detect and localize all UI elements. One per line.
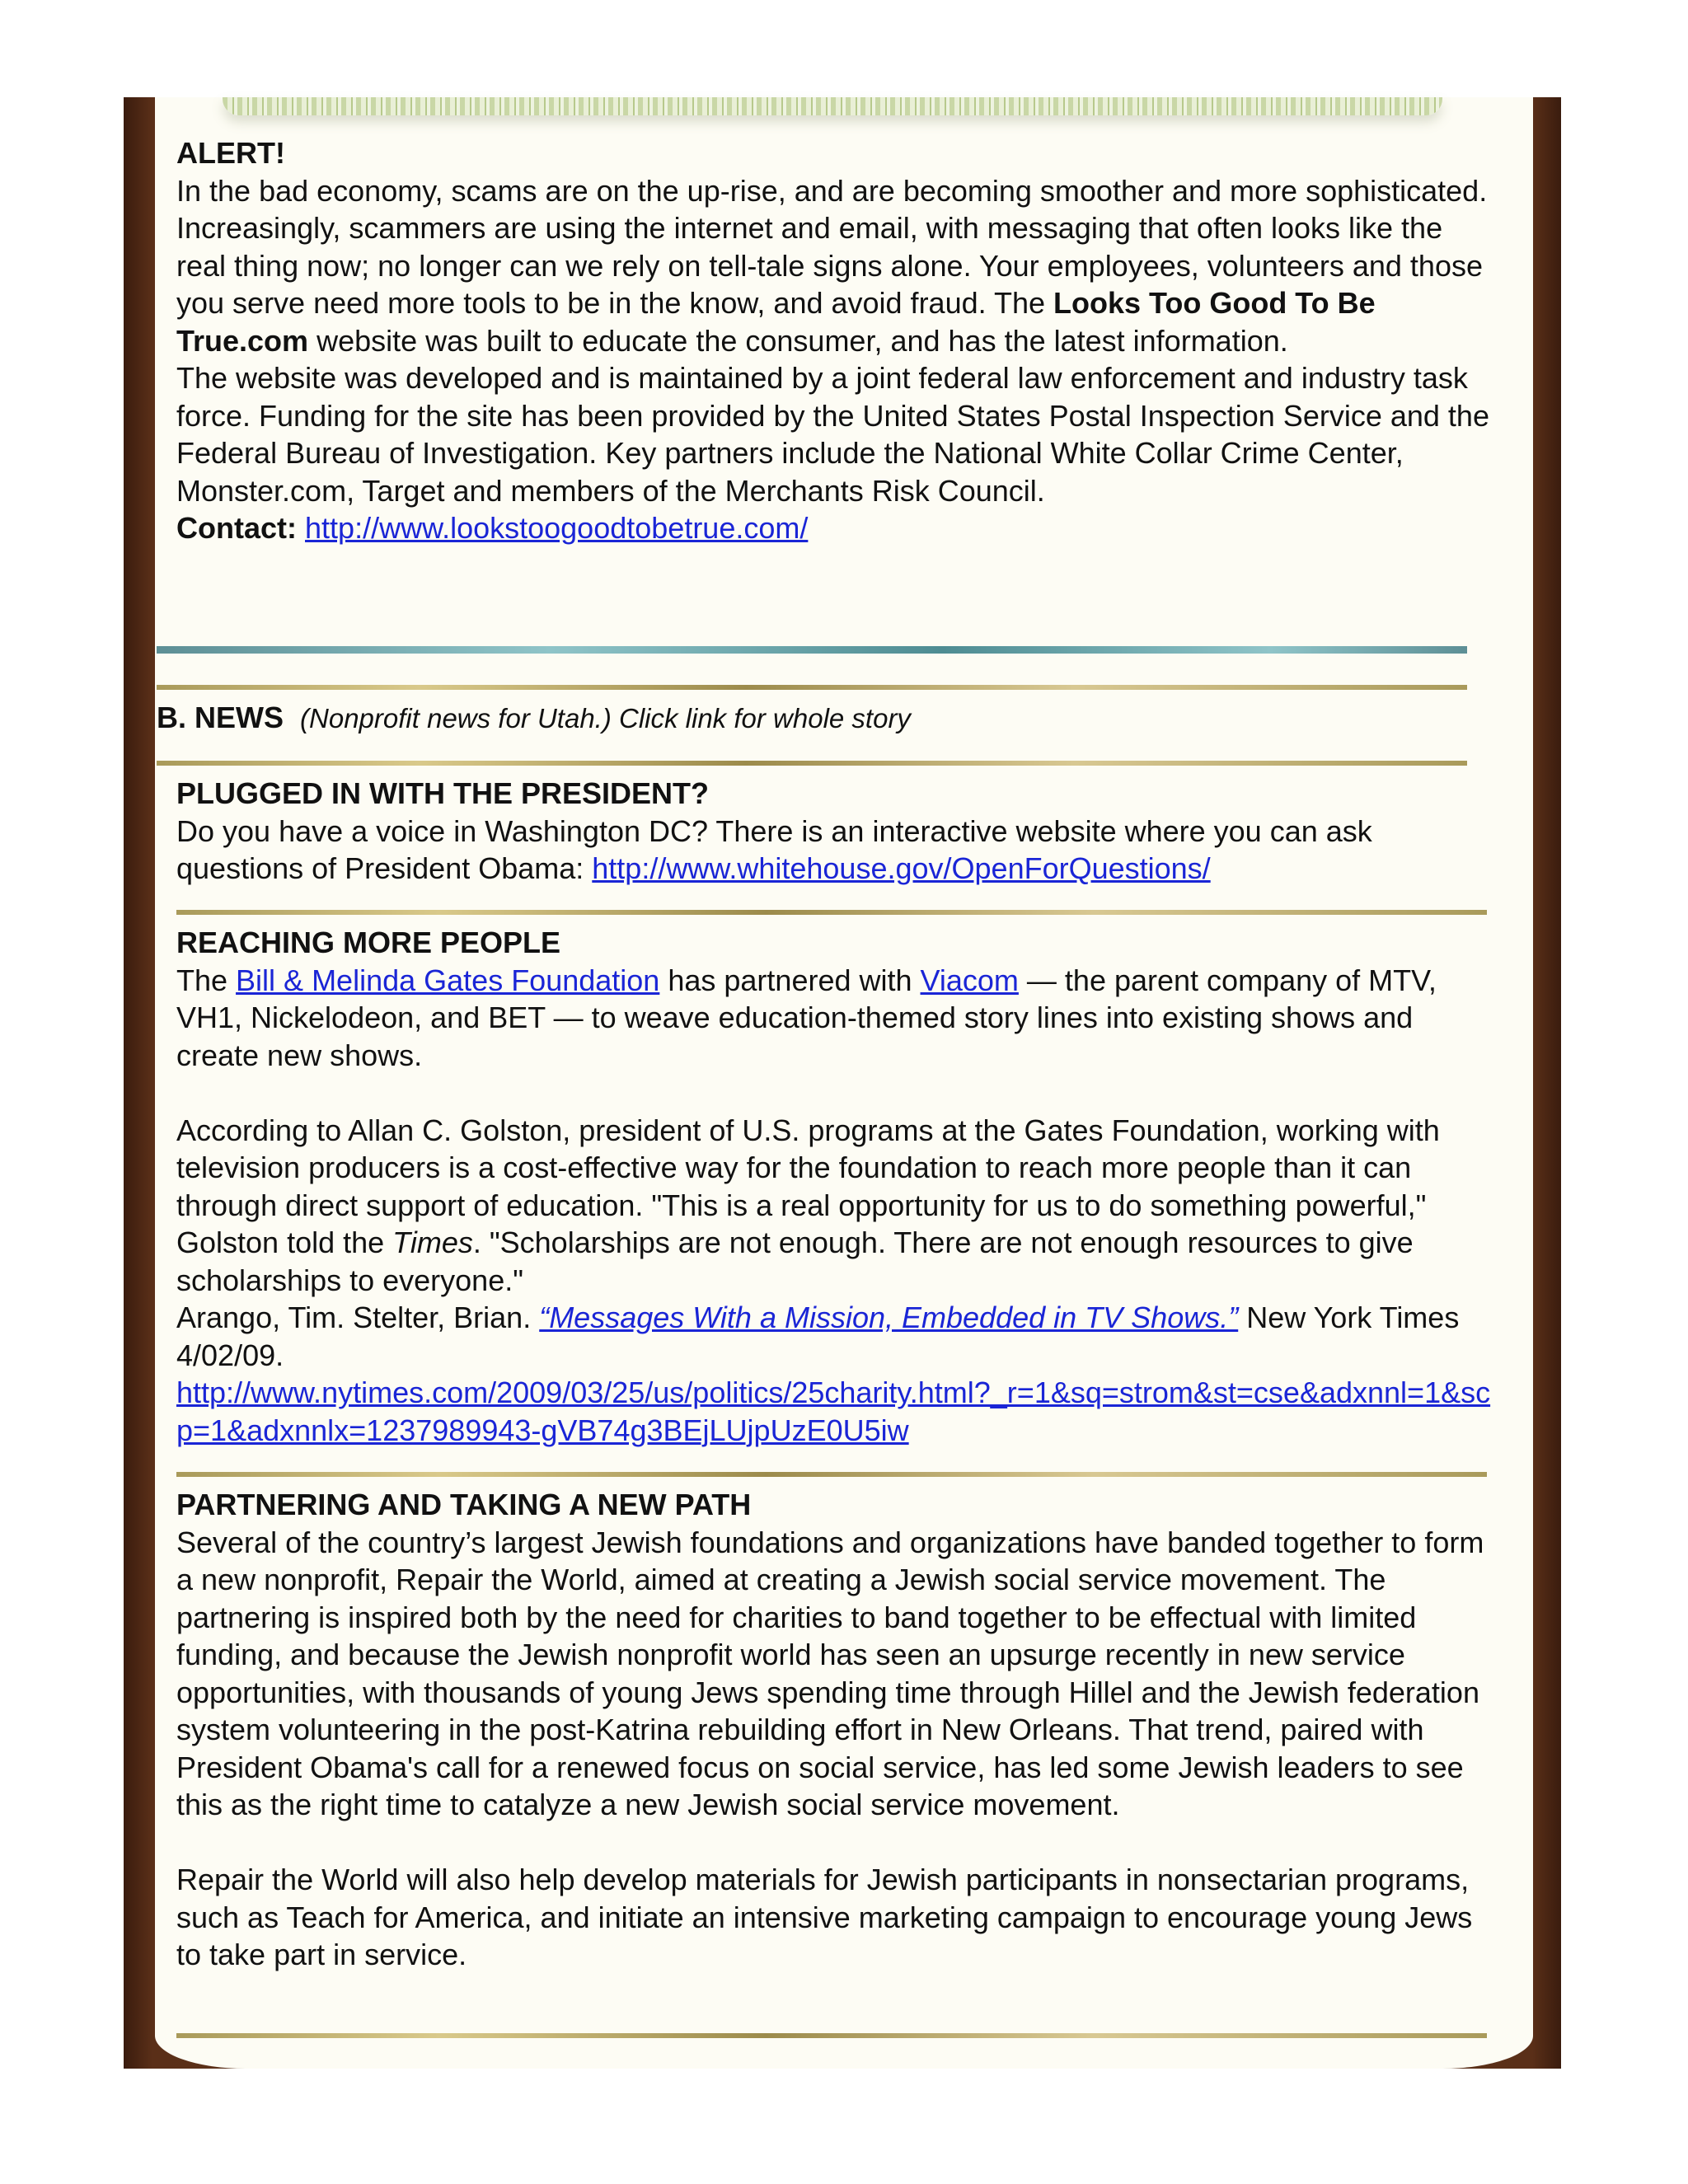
article-title-link[interactable]: “Messages With a Mission, Embedded in TV Shows.” [539, 1301, 1239, 1334]
plugged-text: Do you have a voice in Washington DC? There is an interactive website where you can ask questions of President Obama: http://www.whitehouse.gov/OpenForQuestions/ [176, 813, 1372, 885]
reaching-paragraph-1: The Bill & Melinda Gates Foundation has partnered with Viacom — the parent company of MTV, VH1, Nickelodeon, and BET — to weave education-themed story lines into existing shows and create new shows. [176, 963, 1437, 1072]
partnering-paragraph-1: Several of the country’s largest Jewish foundations and organizations have banded together to form a new nonprofit, Repair the World, aimed at creating a Jewish social service movement. The partnering is inspired both by the need for charities to band together to be effectual with limited funding, and because the Jewish nonprofit world has seen an upsurge recently in new service opportunities, with thousands of young Jews spending time through Hillel and the Jewish federation system volunteering in the post-Katrina rebuilding effort in New Orleans. That trend, paired with President Obama's call for a renewed focus on social service, has led some Jewish leaders to see this as the right time to catalyze a new Jewish social service movement. [176, 1525, 1484, 1821]
decorative-bead-strip [223, 97, 1442, 115]
whitehouse-link[interactable]: http://www.whitehouse.gov/OpenForQuestions/ [592, 851, 1211, 885]
nytimes-link[interactable]: http://www.nytimes.com/2009/03/25/us/politics/25charity.html?_r=1&sq=strom&st=cse&adxnnl=1&scp=1&adxnnlx=1237989943-gVB74g3BEjLUjpUzE0U5iw [176, 1376, 1491, 1447]
alert-contact: Contact: http://www.lookstoogoodtobetrue.com/ [176, 511, 809, 545]
alert-heading: ALERT! [176, 136, 285, 170]
gold-divider [176, 910, 1487, 915]
reaching-heading: REACHING MORE PEOPLE [176, 926, 561, 959]
teal-divider [157, 646, 1467, 654]
partnering-paragraph-2: Repair the World will also help develop materials for Jewish participants in nonsectarian programs, such as Teach for America, and initiate an intensive marketing campaign to encourage young Jews to take part in service. [176, 1863, 1473, 1971]
news-heading: B. NEWS [157, 701, 284, 734]
gates-foundation-link[interactable]: Bill & Melinda Gates Foundation [236, 963, 660, 997]
partnering-section [176, 1486, 1495, 1974]
partnering-heading: PARTNERING AND TAKING A NEW PATH [176, 1488, 752, 1521]
reaching-paragraph-2: According to Allan C. Golston, president of U.S. programs at the Gates Foundation, working with television producers is a cost-effective way for the foundation to reach more people than it can through direct support of education. "This is a real opportunity for us to do something powerful," Golston told the Times. "Scholarships are not enough. There are not enough resources to give scholarships to everyone." [176, 1113, 1440, 1297]
gold-divider [176, 1472, 1487, 1477]
news-section-header [157, 699, 1475, 738]
alert-paragraph-2: The website was developed and is maintained by a joint federal law enforcement and industry task force. Funding for the site has been provided by the United States Postal Inspection Service and the Federal Bureau of Investigation. Key partners include the National White Collar Crime Center, Monster.com, Target and members of the Merchants Risk Council. [176, 361, 1489, 508]
alert-section [176, 134, 1495, 547]
plugged-section [176, 775, 1495, 888]
gold-divider [157, 761, 1467, 766]
reaching-section [176, 924, 1495, 1449]
gold-divider [176, 2033, 1487, 2038]
site-name: Looks Too Good To Be True.com [176, 286, 1376, 358]
viacom-link[interactable]: Viacom [920, 963, 1019, 997]
plugged-heading: PLUGGED IN WITH THE PRESIDENT? [176, 776, 710, 810]
contact-link[interactable]: http://www.lookstoogoodtobetrue.com/ [305, 511, 809, 545]
news-subtitle: (Nonprofit news for Utah.) Click link for whole story [300, 703, 911, 733]
reaching-citation: Arango, Tim. Stelter, Brian. “Messages With a Mission, Embedded in TV Shows.” New York Times 4/02/09. [176, 1301, 1460, 1372]
gold-divider [157, 685, 1467, 690]
alert-paragraph-1: In the bad economy, scams are on the up-rise, and are becoming smoother and more sophisticated. Increasingly, scammers are using the internet and email, with messaging that often looks like the real thing now; no longer can we rely on tell-tale signs alone. Your employees, volunteers and those you serve need more tools to be in the know, and avoid fraud. The Looks Too Good To Be True.com website was built to educate the consumer, and has the latest information. [176, 173, 1488, 358]
